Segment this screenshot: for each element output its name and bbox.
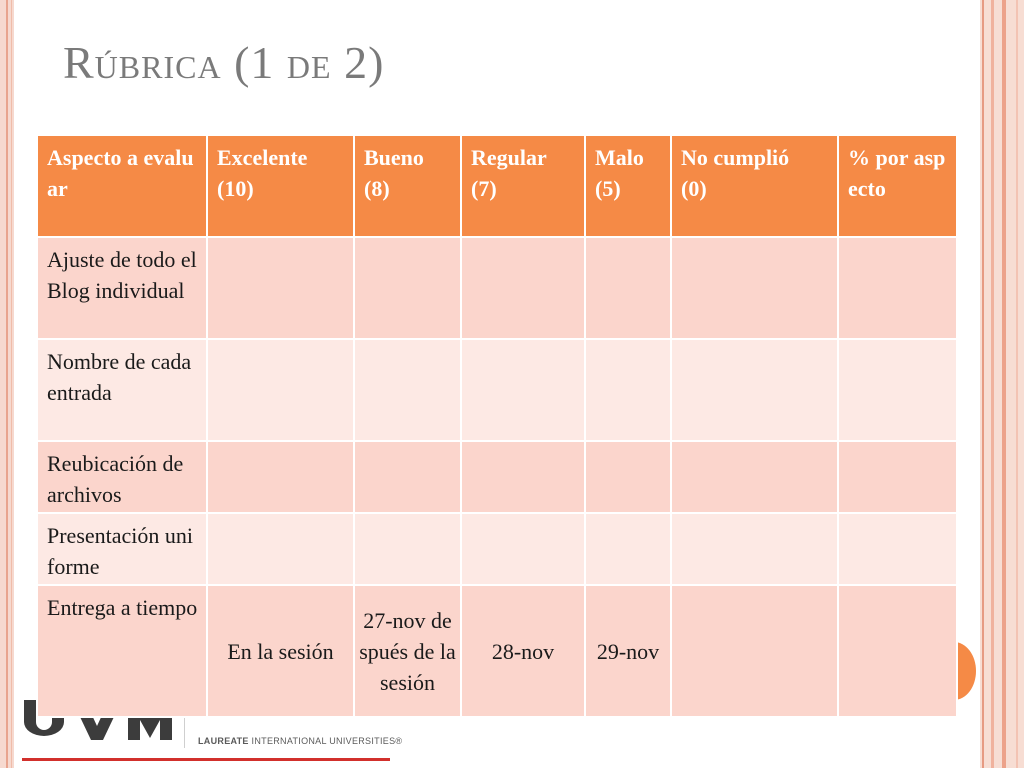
logo-subtitle [198, 736, 402, 746]
header-aspect [37, 135, 207, 237]
header-label: % por aspecto [848, 145, 946, 201]
slide-title: Rúbrica (1 de 2) [63, 37, 385, 88]
rubric-table [36, 134, 958, 718]
header-score: (7) [471, 176, 497, 201]
header-label: No cumplió [681, 145, 790, 170]
header-score: (8) [364, 176, 390, 201]
percent-cell [838, 237, 957, 339]
percent-cell [838, 339, 957, 441]
right-frame-line [1002, 0, 1006, 768]
table-row [37, 441, 957, 513]
table-row [37, 585, 957, 717]
score-cell [671, 237, 838, 339]
header-label: Aspecto a evaluar [47, 145, 194, 201]
header-bueno [354, 135, 461, 237]
score-cell [207, 513, 354, 585]
score-cell [354, 441, 461, 513]
right-frame-line [991, 0, 994, 768]
table-row [37, 513, 957, 585]
score-cell-excelente: En la sesión [207, 585, 354, 717]
header-no-cumplio [671, 135, 838, 237]
header-row [37, 135, 957, 237]
aspect-cell: Entrega a tiempo [37, 585, 207, 717]
score-cell [671, 585, 838, 717]
header-percent [838, 135, 957, 237]
score-cell [671, 513, 838, 585]
score-cell [461, 339, 585, 441]
score-cell-bueno: 27-nov después de la sesión [354, 585, 461, 717]
header-score: (0) [681, 176, 707, 201]
aspect-cell: Nombre de cada entrada [37, 339, 207, 441]
header-label: Excelente [217, 145, 308, 170]
score-cell [354, 237, 461, 339]
percent-cell [838, 513, 957, 585]
score-cell [585, 441, 671, 513]
score-cell [671, 339, 838, 441]
aspect-cell: Presentación uniforme [37, 513, 207, 585]
score-cell-regular: 28-nov [461, 585, 585, 717]
score-cell [585, 339, 671, 441]
score-cell [671, 441, 838, 513]
left-frame-line [6, 0, 8, 768]
logo-sub-rest: INTERNATIONAL UNIVERSITIES® [251, 736, 403, 746]
score-cell [461, 513, 585, 585]
table-row [37, 237, 957, 339]
header-score: (5) [595, 176, 621, 201]
score-cell [354, 339, 461, 441]
right-frame-line [1016, 0, 1018, 768]
score-cell [461, 237, 585, 339]
header-regular [461, 135, 585, 237]
score-cell [207, 441, 354, 513]
header-malo [585, 135, 671, 237]
right-frame-line [982, 0, 984, 768]
score-cell [461, 441, 585, 513]
left-frame-line [11, 0, 12, 768]
score-cell [207, 237, 354, 339]
aspect-cell: Ajuste de todo el Blog individual [37, 237, 207, 339]
percent-cell [838, 585, 957, 717]
score-cell [354, 513, 461, 585]
header-excelente [207, 135, 354, 237]
percent-cell [838, 441, 957, 513]
header-label: Bueno [364, 145, 424, 170]
header-label: Malo [595, 145, 644, 170]
header-score: (10) [217, 176, 254, 201]
logo-underline [22, 758, 390, 761]
aspect-cell: Reubicación de archivos [37, 441, 207, 513]
header-label: Regular [471, 145, 547, 170]
logo-sub-bold: LAUREATE [198, 736, 249, 746]
score-cell-malo: 29-nov [585, 585, 671, 717]
score-cell [207, 339, 354, 441]
score-cell [585, 513, 671, 585]
score-cell [585, 237, 671, 339]
table-row [37, 339, 957, 441]
